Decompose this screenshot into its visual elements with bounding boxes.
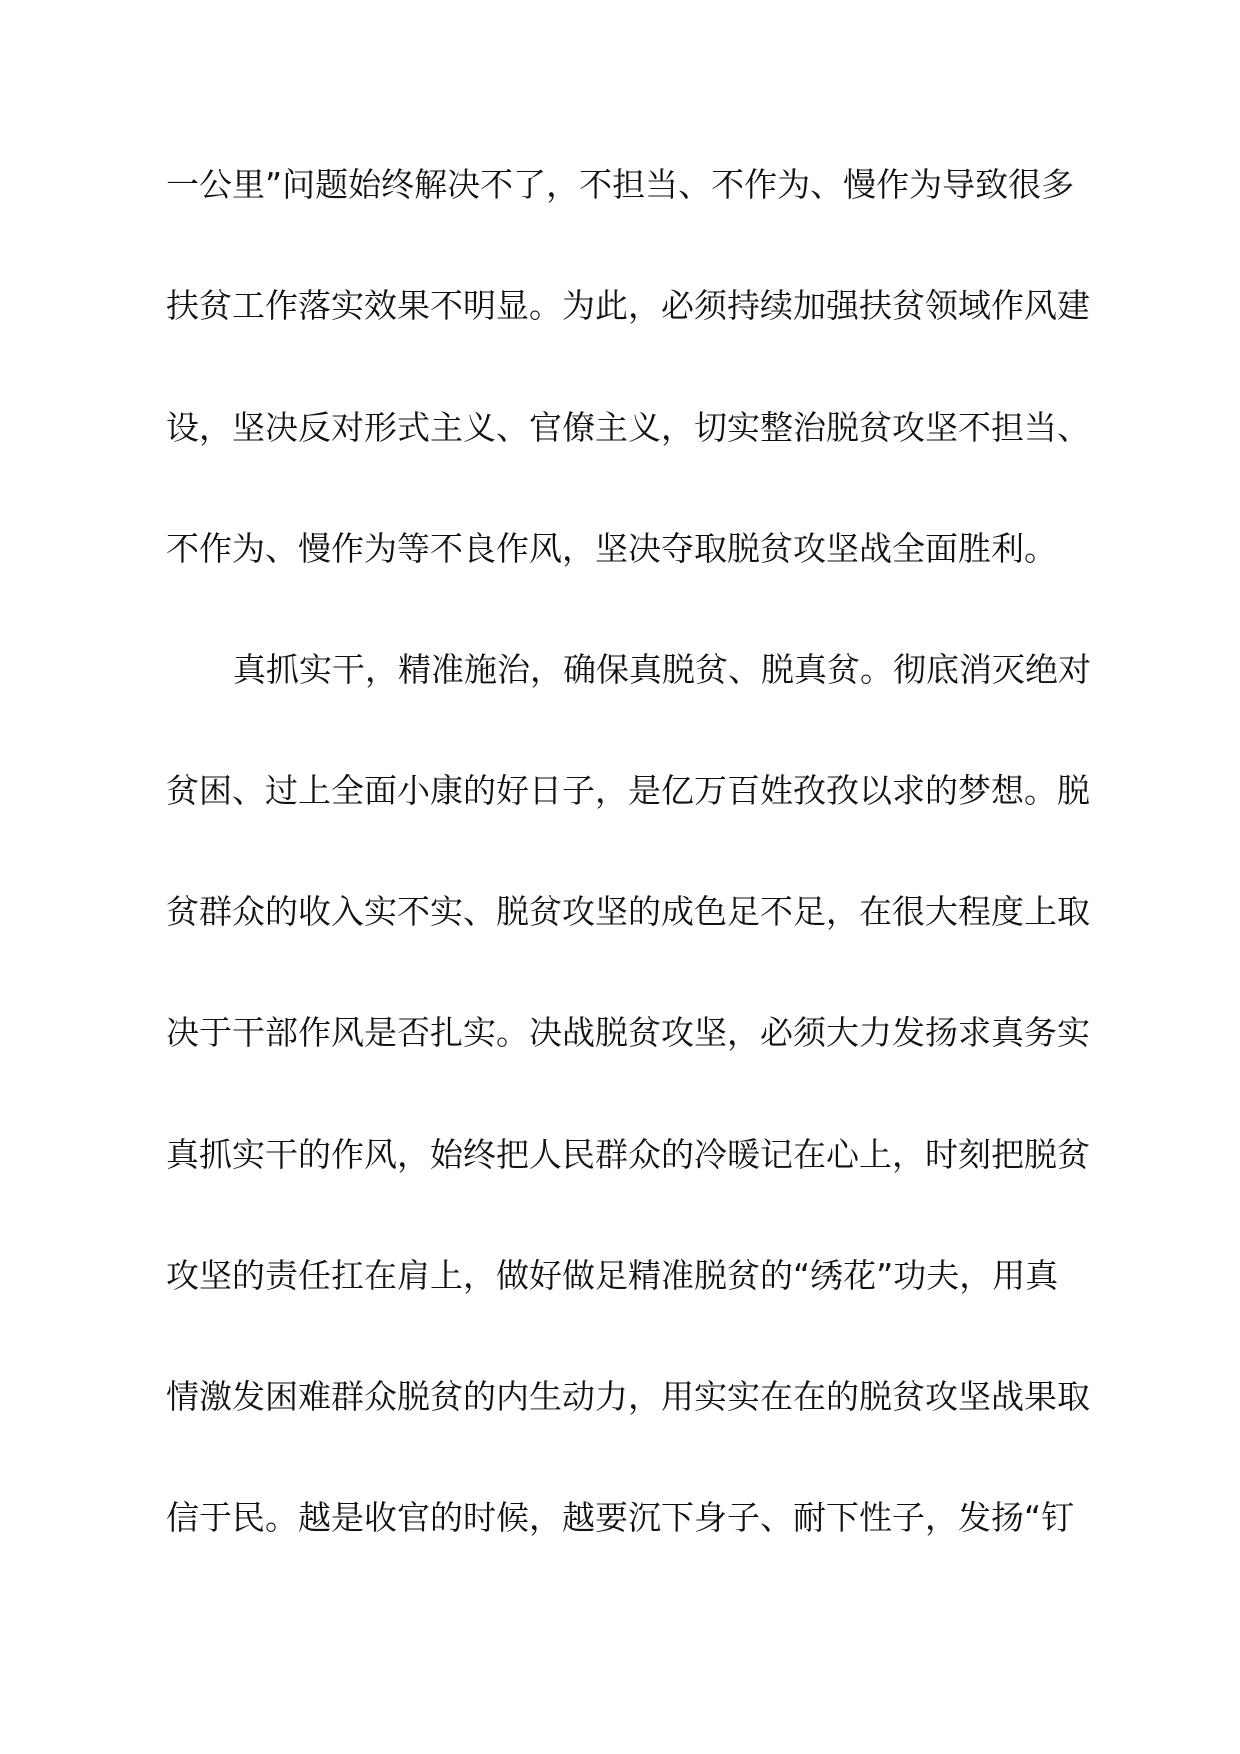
paragraph-line: 不作为、慢作为等不良作风，坚决夺取脱贫攻坚战全面胜利。 — [166, 529, 1057, 568]
paragraph-line: 贫群众的收入实不实、脱贫攻坚的成色足不足，在很大程度上取 — [166, 892, 1090, 931]
paragraph-line: 真抓实干的作风，始终把人民群众的冷暖记在心上，时刻把脱贫 — [166, 1135, 1090, 1174]
paragraph-line: 决于干部作风是否扎实。决战脱贫攻坚，必须大力发扬求真务实 — [166, 1013, 1090, 1052]
paragraph-line: 情激发困难群众脱贫的内生动力，用实实在在的脱贫攻坚战果取 — [166, 1377, 1090, 1416]
paragraph-line: 信于民。越是收官的时候，越要沉下身子、耐下性子，发扬“钉 — [166, 1498, 1075, 1537]
paragraph-line: 攻坚的责任扛在肩上，做好做足精准脱贫的“绣花”功夫，用真 — [166, 1256, 1059, 1295]
paragraph-line: 一公里”问题始终解决不了，不担当、不作为、慢作为导致很多 — [166, 165, 1075, 204]
paragraph-line: 贫困、过上全面小康的好日子，是亿万百姓孜孜以求的梦想。脱 — [166, 771, 1090, 810]
paragraph-line: 扶贫工作落实效果不明显。为此，必须持续加强扶贫领域作风建 — [166, 286, 1090, 325]
paragraph-line: 真抓实干，精准施治，确保真脱贫、脱真贫。彻底消灭绝对 — [233, 650, 1091, 689]
paragraph-line: 设，坚决反对形式主义、官僚主义，切实整治脱贫攻坚不担当、 — [166, 408, 1090, 447]
